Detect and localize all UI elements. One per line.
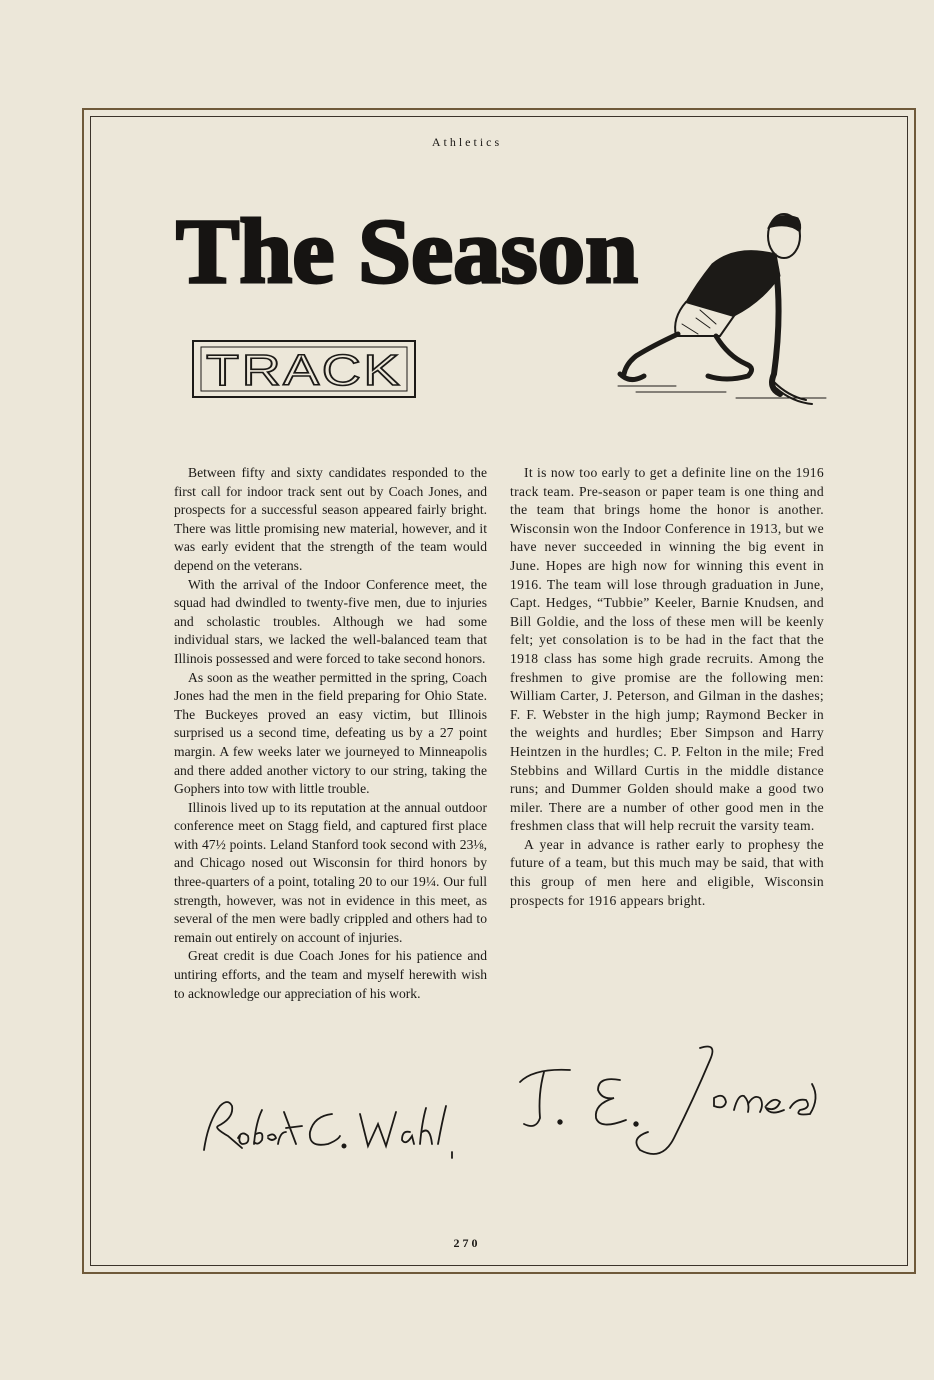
track-subtitle-box <box>192 340 416 398</box>
left-paragraph: Illinois lived up to its reputation at the annual outdoor conference meet on Stagg field, and captured first place with 47½ points. Leland Stanford took second with 23⅛, and Chicago nosed out Wisconsin for third honors by three-quarters of a point, totaling 20 to our 19¼. Our full strength, however, was not in evidence in this meet, as several of the men were badly crippled and others had to remain out entirely on account of injuries. <box>174 799 487 945</box>
section-header: Athletics <box>431 135 503 149</box>
signature-t-e-jones <box>514 1038 824 1166</box>
runner-illustration <box>616 206 830 412</box>
right-paragraph: A year in advance is rather early to prophesy the future of a team, but this much may be said, that with this group of men here and eligible, Wisconsin prospects for 1916 appears bright. <box>510 836 824 908</box>
title-text: The Season <box>176 200 638 302</box>
right-column <box>510 464 824 910</box>
left-paragraph: With the arrival of the Indoor Conference meet, the squad had dwindled to twenty-five men, due to injuries and scholastic troubles. Although we had some individual stars, we lacked the well-balanced team that Illinois possessed and were forced to take second honors. <box>174 576 487 666</box>
page-number: 270 <box>453 1236 481 1250</box>
left-paragraph: Great credit is due Coach Jones for his patience and untiring efforts, and the team and myself herewith wish to acknowledge our appreciation of his work. <box>174 948 487 1001</box>
track-subtitle: TRACK <box>206 346 402 395</box>
signature-robert-c-wahl <box>198 1092 472 1164</box>
right-paragraph: It is now too early to get a definite line on the 1916 track team. Pre-season or paper team is one thing and the team that brings home the honor is another. Wisconsin won the Indoor Conference in 1913, but we have never succeeded in winning the big event in June. Hopes are high now for winning this event in 1916. The team will lose through graduation in June, Capt. Hedges, “Tubbie” Keeler, Barnie Knudsen, and Bill Goldie, and the loss of these men will be keenly felt; yet consolation is to be had in the fact that the 1918 class has some high grade recruits. Among the freshmen to give promise are the following men: William Carter, J. Peterson, and Gilman in the dashes; F. F. Webster in the high jump; Raymond Becker in the weights and hurdles; Eber Simpson and Harry Heintzen in the hurdles; C. P. Felton in the mile; Fred Stebbins and Willard Curtis in the middle distance runs; and Dummer Golden should make a good two miler. There are a number of other good men in the freshmen class that will help recruit the varsity team. <box>510 465 824 834</box>
left-paragraph: Between fifty and sixty candidates responded to the first call for indoor track sent out by Coach Jones, and prospects for a successful season appeared fairly bright. There was little promising new material, however, and it was early evident that the strength of the team would depend on the veterans. <box>174 465 487 573</box>
page-title <box>172 196 642 306</box>
left-column <box>174 464 487 1003</box>
left-paragraph: As soon as the weather permitted in the spring, Coach Jones had the men in the field preparing for Ohio State. The Buckeyes proved an easy victim, but Illinois surprised us a second time, defeating us by a 27 point margin. A few weeks later we journeyed to Minneapolis and there added another victory to our string, taking the Gophers into tow with little trouble. <box>174 669 487 797</box>
